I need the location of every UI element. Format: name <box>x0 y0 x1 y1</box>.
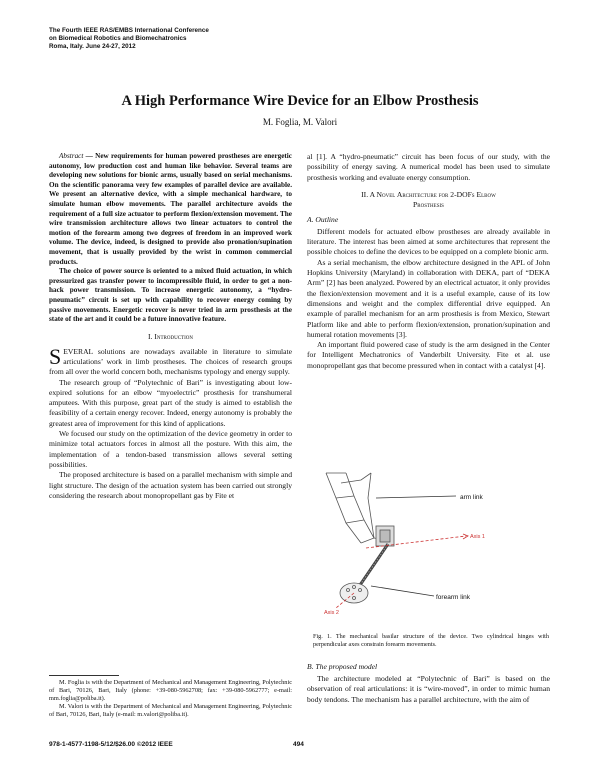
drop-cap: S <box>49 343 62 369</box>
left-column <box>49 152 292 501</box>
intro-paragraph-4: The proposed architecture is based on a parallel mechanism with simple and light structure. The design of the actuation system has been carried out strongly considering the research about monopropellant gas by Fite et <box>49 470 292 500</box>
footer-isbn: 978-1-4577-1198-5/12/$26.00 ©2012 IEEE <box>49 741 173 748</box>
axis-2-label: Axis 2 <box>324 610 339 616</box>
proposed-model-paragraph-1: The architecture modeled at “Polytechnic of Bari” is based on the observation of real articulations: it is “wire-moved”, in order to mimic human body tendons. The mechanism has a parallel architecture, with the aim of <box>307 674 550 704</box>
right-column <box>307 152 550 371</box>
conference-line-3: Roma, Italy. June 24-27, 2012 <box>49 43 136 51</box>
outline-paragraph-2: As a serial mechanism, the elbow architecture designed in the APL of John Hopkins University (Maryland) in collaboration with DEKA, part of “DEKA Arm” [2] has been analyzed. Powered by an electrical actuator, it only provides the flexion/extension movement and it is a useful example, cause of its low dimensions and weight and the complex differential drive equipped. An example of parallel mechanism for an arm prosthesis is from Mexico, Stewart Platform like and able to perform flexion/extension, pronation/supination and humeral rotation movements [3]. <box>307 257 550 339</box>
abstract-text-1: — New requirements for human powered prostheses are energetic autonomy, low production cost and human like behavior. Several teams are developing new solutions for bionic arms, usually based on serial mechanisms. On the scientific panorama very few examples of parallel device are available. We present an alternative device, with a simple mechanical hardware, to simulate human elbow movements. The parallel architecture avoids the requirement of a full size actuator to perform flexion/extension movement. The wire transmission architecture allows two linear actuators to control the motion of the forearm among two degrees of freedom in an improved work volume. The device, indeed, is designed to provide also pronation/supination movement, that is usually provided by the wrist in common commercial products. <box>49 152 292 266</box>
footnotes <box>49 679 292 719</box>
subsection-outline: A. Outline <box>307 214 339 224</box>
figure-1-caption: Fig. 1. The mechanical basilar structure of the device. Two cylindrical hinges with perpendicular axes constrain forearm movements. <box>313 633 549 648</box>
page-number: 494 <box>293 741 304 748</box>
abstract <box>49 152 292 325</box>
outline-paragraph-3: An important fluid powered case of study is the arm designed in the Center for Intelligent Mechatronics of Vanderbilt University. Fite et al. use monopropellant gas that become pressured when in contact with a catalyst [4]. <box>307 340 550 370</box>
intro-paragraph-1 <box>49 343 292 378</box>
conference-line-1: The Fourth IEEE RAS/EMBS International Conference <box>49 27 209 34</box>
abstract-paragraph-1 <box>49 152 292 267</box>
subsection-proposed-model: B. The proposed model <box>307 662 378 671</box>
figure-1 <box>316 468 538 618</box>
intro-paragraph-2: The research group of “Polytechnic of Bari” is investigating about low-expired solutions for an elbow “myoelectric” prosthesis for transhumeral amputees. With this purpose, great part of the study is aimed to establish the feasibility of a certain energy recover. Indeed, energy autonomy is probably the greatest area of improvement for this kind of applications. <box>49 377 292 428</box>
section-heading-architecture <box>307 190 550 210</box>
abstract-label: Abstract <box>59 152 84 160</box>
conference-line-2: on Biomedical Robotics and Biomechatronics <box>49 35 187 43</box>
forearm-link-label: forearm link <box>436 594 470 601</box>
footnote-2: M. Valori is with the Department of Mechanical and Management Engineering, Polytechnic of Bari, 70126, Bari, Italy (e-mail: m.valori@poliba.it). <box>49 703 292 718</box>
paper-authors: M. Foglia, M. Valori <box>262 117 338 127</box>
section-heading-introduction: I. Introduction <box>148 331 193 341</box>
footnote-1: M. Foglia is with the Department of Mechanical and Management Engineering, Polytechnic of Bari, 70126, Bari, Italy (phone: +39-080-5962708; fax: +39-080-5962777; e-mail: mm.foglia@poliba.it). <box>49 679 292 702</box>
mechanism-drawing <box>316 468 538 618</box>
section-heading-line-1: II. A Novel Architecture for 2-DOFs Elbow <box>361 189 496 199</box>
paper-title: A High Performance Wire Device for an Elbow Prosthesis <box>121 93 479 109</box>
intro-paragraph-3: We focused our study on the optimization of the device geometry in order to minimize total actuators forces in almost all the posture. With this aim, the implementation of a tendon-based transmission allows several setting possibilities. <box>49 429 292 469</box>
section-heading-line-2: Prosthesis <box>413 199 444 209</box>
intro-text-1: EVERAL solutions are nowadays available in literature to simulate articulations’ work in limb prostheses. The choices of research groups from all over the world concern both, mechanisms typology and energy supply. <box>49 346 292 377</box>
right-column-lower <box>307 658 550 705</box>
conference-header <box>49 27 209 52</box>
arm-link-label: arm link <box>460 494 483 501</box>
right-paragraph-0: al [1]. A “hydro-pneumatic” circuit has been focus of our study, with the possibility of energy saving. A numerical model has been used to simulate prosthesis working and evaluate energy consumption. <box>307 152 550 182</box>
outline-paragraph-1: Different models for actuated elbow prostheses are already available in literature. The interest has been aimed at some architectures that represent the possible choices to define the devices to be equipped on a complete bionic arm. <box>307 226 550 257</box>
axis-1-label: Axis 1 <box>470 534 485 540</box>
abstract-paragraph-2: The choice of power source is oriented to a mixed fluid actuation, in which pressurized gas transfer power to incompressible fluid, in order to get a non-hack power transmission. To increase energetic autonomy, a “hydro-pneumatic” circuit is set up with capability to recover energy coming by passive movements. Energetic recover is never tried in arm prosthesis at the state of the art and it could be a future innovative feature. <box>49 267 292 324</box>
footnote-rule <box>49 675 119 676</box>
